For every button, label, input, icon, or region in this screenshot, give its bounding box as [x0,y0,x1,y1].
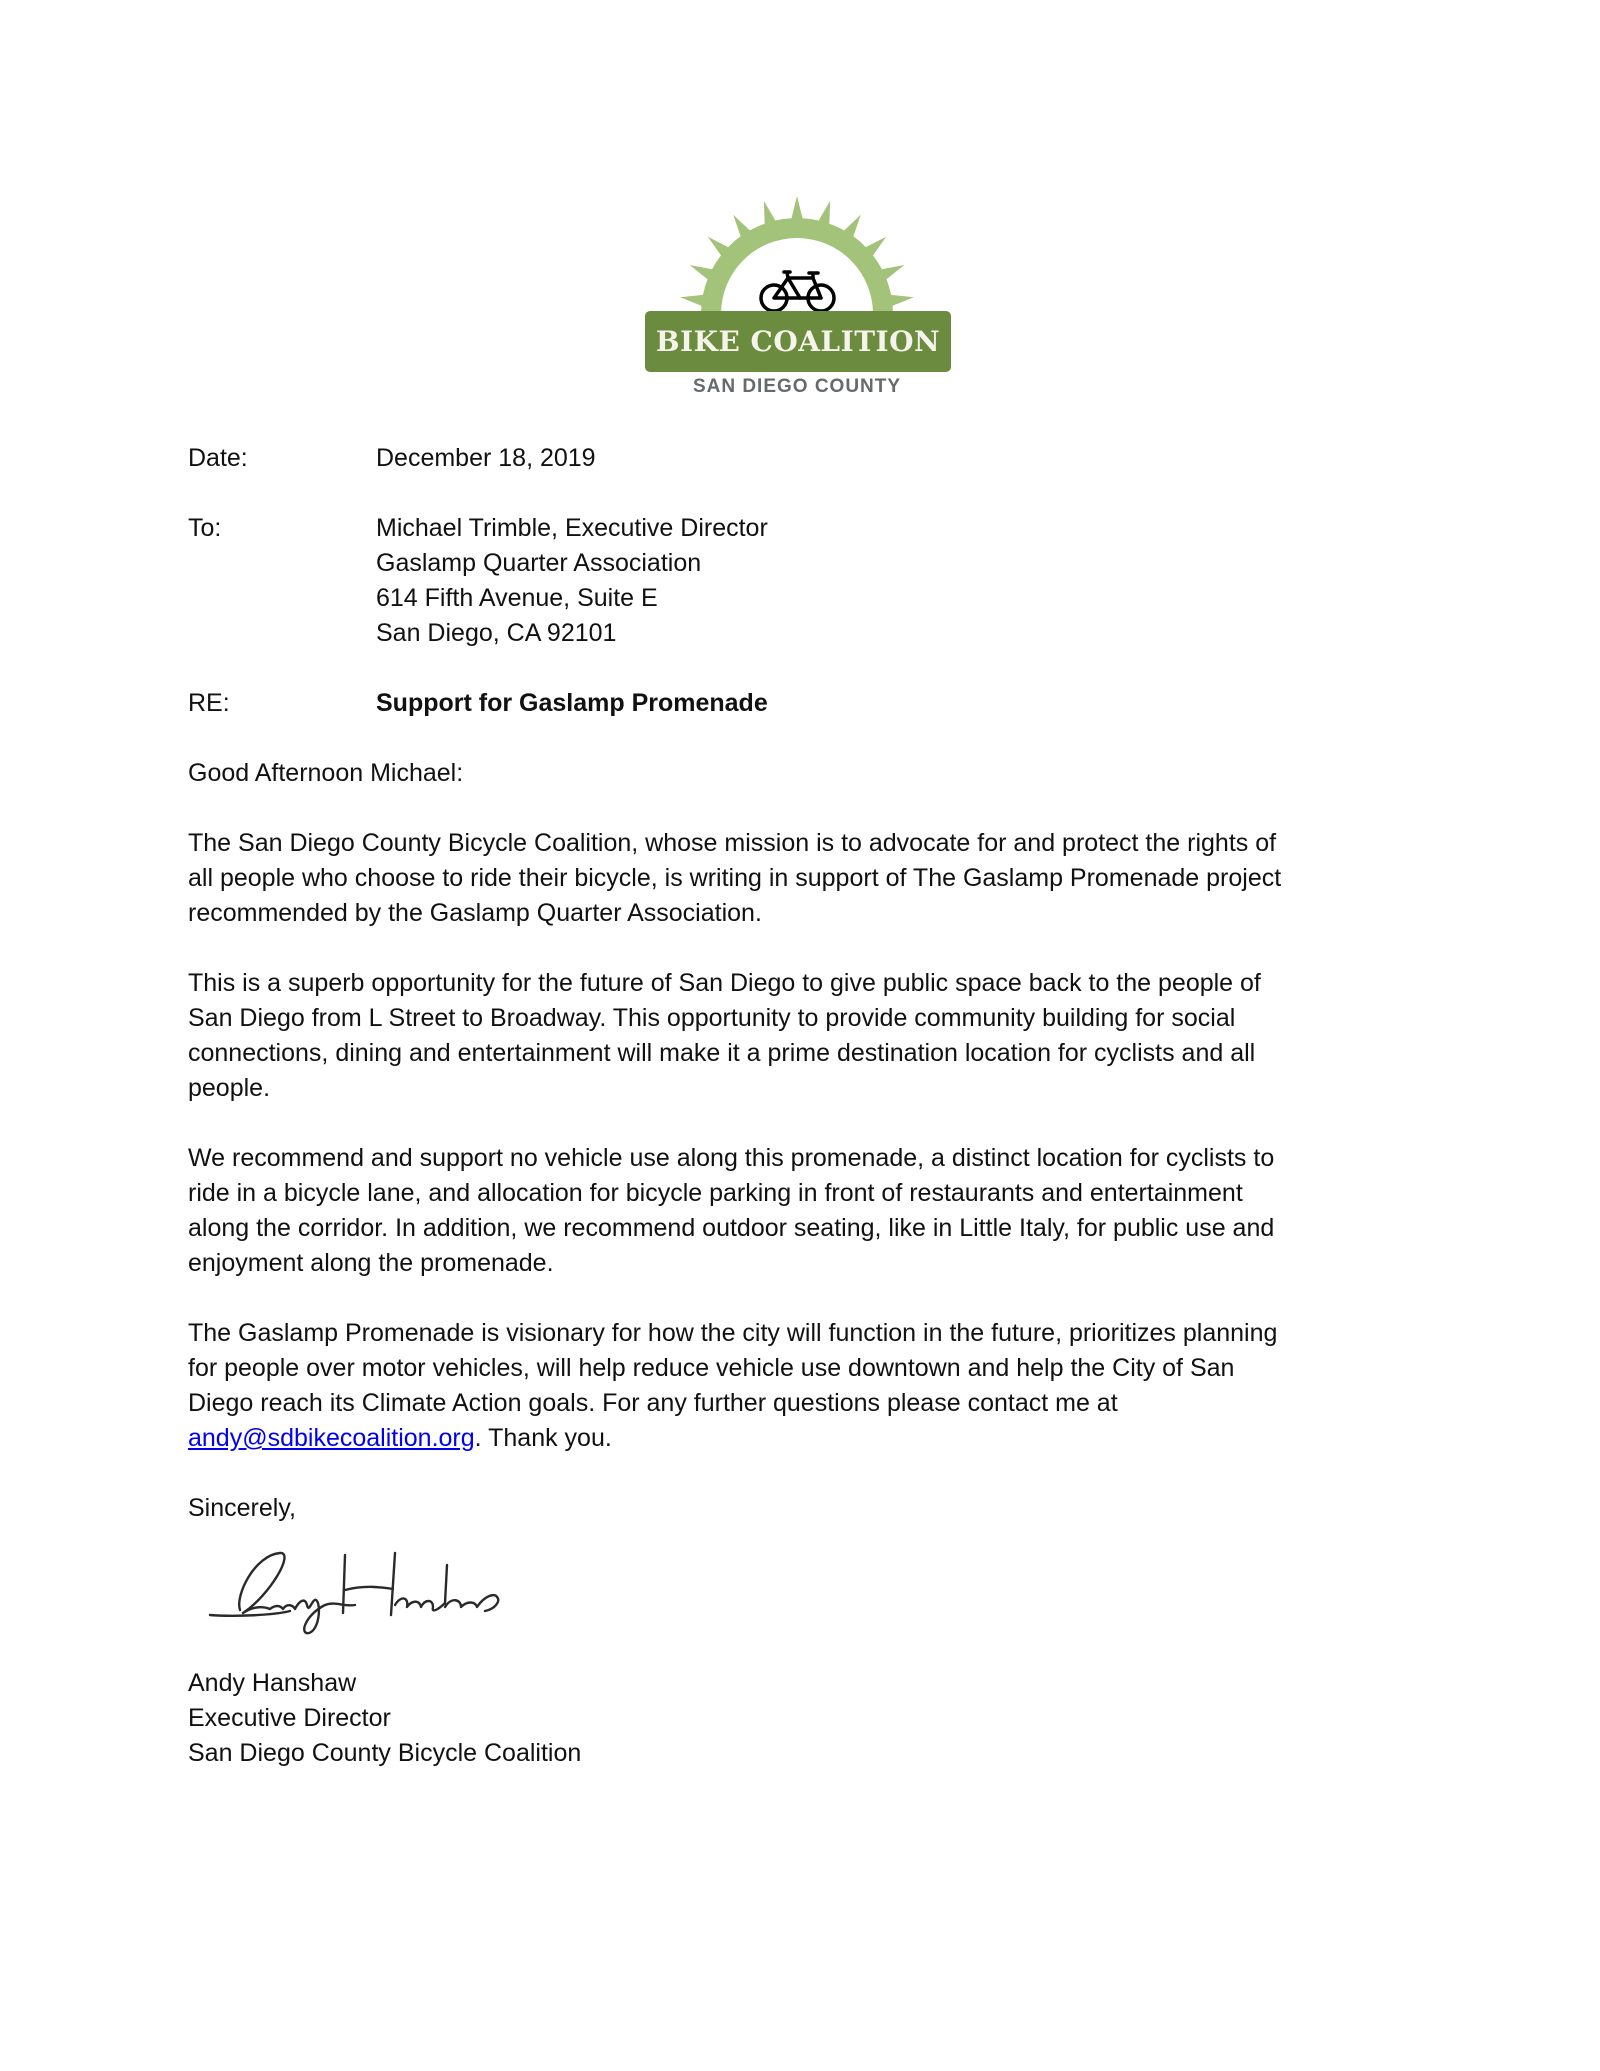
logo-subtitle: SAN DIEGO COUNTY [692,376,902,397]
logo-title-bar [645,311,951,372]
recipient-organization: Gaslamp Quarter Association [376,549,702,577]
closing: Sincerely, [188,1494,296,1522]
bicycle-icon [758,268,838,314]
signatory-block [188,1666,581,1771]
email-link[interactable]: andy@sdbikecoalition.org [188,1424,475,1452]
contact-line [188,1421,1277,1456]
date-label: Date: [188,444,248,472]
thank-you-text: . Thank you. [474,1424,612,1452]
greeting: Good Afternoon Michael: [188,759,464,787]
recipient-city: San Diego, CA 92101 [376,619,617,647]
paragraph-line: recommended by the Gaslamp Quarter Association. [188,899,762,927]
paragraph-line: all people who choose to ride their bicycle, is writing in support of The Gaslamp Promenade project [188,864,1282,892]
paragraph-line: for people over motor vehicles, will help reduce vehicle use downtown and help the City of San [188,1354,1235,1382]
paragraph-line: San Diego from L Street to Broadway. This opportunity to provide community building for social [188,1004,1236,1032]
subject-line: Support for Gaslamp Promenade [376,689,768,717]
paragraph-line: along the corridor. In addition, we recommend outdoor seating, like in Little Italy, for public use and [188,1214,1275,1242]
paragraph-line: We recommend and support no vehicle use along this promenade, a distinct location for cyclists to [188,1144,1275,1172]
re-label: RE: [188,689,230,717]
handwritten-signature [195,1535,545,1645]
signatory-name: Andy Hanshaw [188,1669,357,1697]
signatory-title: Executive Director [188,1704,391,1732]
paragraph-vision [188,1316,1277,1456]
date-value: December 18, 2019 [376,444,596,472]
paragraph-line: people. [188,1074,271,1102]
logo-title: BIKE COALITION [655,325,941,358]
paragraph-line: connections, dining and entertainment will make it a prime destination location for cyclists and all [188,1039,1256,1067]
bike-coalition-logo [636,186,958,406]
recipient-name: Michael Trimble, Executive Director [376,514,768,542]
paragraph-line: enjoyment along the promenade. [188,1249,554,1277]
paragraph-line: ride in a bicycle lane, and allocation for bicycle parking in front of restaurants and entertainment [188,1179,1243,1207]
recipient-address [376,511,768,651]
paragraph-recommendations [188,1141,1274,1281]
paragraph-mission [188,826,1281,931]
paragraph-line: Diego reach its Climate Action goals. For any further questions please contact me at [188,1389,1118,1417]
recipient-street: 614 Fifth Avenue, Suite E [376,584,658,612]
paragraph-line: The San Diego County Bicycle Coalition, whose mission is to advocate for and protect the rights of [188,829,1277,857]
signatory-organization: San Diego County Bicycle Coalition [188,1739,582,1767]
paragraph-line: The Gaslamp Promenade is visionary for how the city will function in the future, prioritizes planning [188,1319,1278,1347]
to-label: To: [188,514,222,542]
paragraph-opportunity [188,966,1261,1106]
paragraph-line: This is a superb opportunity for the future of San Diego to give public space back to the people of [188,969,1261,997]
